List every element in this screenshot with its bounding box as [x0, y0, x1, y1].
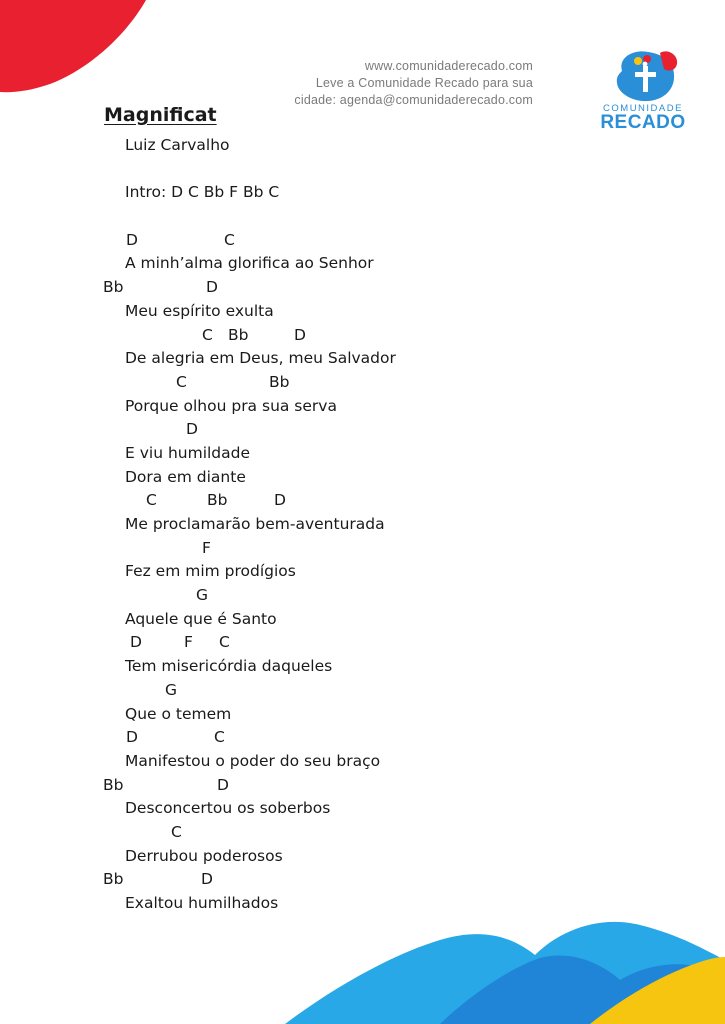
- header-contact-email: cidade: agenda@comunidaderecado.com: [294, 93, 533, 107]
- chord: D: [206, 278, 218, 297]
- chord: Bb: [103, 775, 124, 794]
- top-left-red-wave: [0, 0, 150, 95]
- blank-line: [0, 158, 725, 182]
- lyric-text: Manifestou o poder do seu braço: [125, 751, 381, 770]
- chord-line: [0, 229, 725, 253]
- song-intro: [0, 181, 725, 205]
- intro-text: Intro: D C Bb F Bb C: [125, 183, 280, 202]
- lyric-line: [0, 608, 725, 632]
- lyric-line: [0, 300, 725, 324]
- header-website[interactable]: www.comunidaderecado.com: [364, 59, 533, 73]
- logo-text-comunidade: COMUNIDADE: [603, 103, 683, 114]
- header-contact: [294, 58, 533, 109]
- chord-line: [0, 324, 725, 348]
- lyric-line: [0, 513, 725, 537]
- chord: C: [224, 230, 235, 249]
- lyric-line: [0, 560, 725, 584]
- song-author: [0, 134, 725, 158]
- chord: C: [202, 325, 213, 344]
- chord-line: [0, 821, 725, 845]
- song-body: [0, 134, 725, 916]
- chord: G: [165, 680, 178, 699]
- lyric-line: [0, 347, 725, 371]
- lyric-text: Derrubou poderosos: [125, 846, 283, 865]
- chord: C: [146, 491, 157, 510]
- chord: C: [176, 372, 187, 391]
- chord-line: [0, 584, 725, 608]
- chord: G: [196, 586, 209, 605]
- lyric-text: Fez em mim prodígios: [125, 562, 296, 581]
- header-tagline: Leve a Comunidade Recado para sua: [315, 76, 533, 90]
- chord: D: [217, 775, 229, 794]
- lyric-line: [0, 797, 725, 821]
- song-title: Magnificat: [104, 104, 217, 126]
- chord-line: [0, 679, 725, 703]
- chord: D: [126, 728, 138, 747]
- logo-text-recado: RECADO: [600, 112, 686, 133]
- chord: Bb: [228, 325, 249, 344]
- chord: C: [219, 633, 230, 652]
- lyric-text: Dora em diante: [125, 467, 246, 486]
- lyric-text: De alegria em Deus, meu Salvador: [125, 349, 396, 368]
- lyric-text: Aquele que é Santo: [125, 609, 277, 628]
- lyric-line: [0, 750, 725, 774]
- chord: D: [294, 325, 306, 344]
- chord: Bb: [207, 491, 228, 510]
- chord-line: [0, 631, 725, 655]
- blank-line: [0, 205, 725, 229]
- chord: F: [184, 633, 193, 652]
- lyric-text: Porque olhou pra sua serva: [125, 396, 337, 415]
- chord-line: [0, 418, 725, 442]
- lyric-line: [0, 442, 725, 466]
- chord-line: [0, 774, 725, 798]
- lyric-line: [0, 845, 725, 869]
- chord: C: [214, 728, 225, 747]
- lyric-line: [0, 395, 725, 419]
- chord: C: [171, 822, 182, 841]
- lyric-text: E viu humildade: [125, 443, 251, 462]
- lyric-text: A minh’alma glorifica ao Senhor: [125, 254, 374, 273]
- lyric-text: Tem misericórdia daqueles: [125, 657, 333, 676]
- chord: D: [186, 420, 198, 439]
- lyric-line: [0, 703, 725, 727]
- lyric-text: Meu espírito exulta: [125, 301, 274, 320]
- chord: D: [130, 633, 142, 652]
- chord-line: [0, 489, 725, 513]
- lyric-text: Que o temem: [125, 704, 232, 723]
- chord: D: [274, 491, 286, 510]
- chord: Bb: [103, 870, 124, 889]
- lyric-text: Me proclamarão bem-aventurada: [125, 515, 385, 533]
- lyric-line: [0, 655, 725, 679]
- chord-line: [0, 537, 725, 561]
- chord-line: [0, 868, 725, 892]
- chord: Bb: [103, 278, 124, 297]
- chord: F: [202, 538, 211, 557]
- chord: D: [126, 230, 138, 249]
- chord-line: [0, 276, 725, 300]
- chord: D: [201, 870, 213, 889]
- song-lines: [0, 229, 725, 916]
- lyric-line: [0, 466, 725, 490]
- lyric-text: Desconcertou os soberbos: [125, 799, 331, 818]
- lyric-line: [0, 252, 725, 276]
- chord: Bb: [269, 372, 290, 391]
- author-text: Luiz Carvalho: [125, 136, 230, 154]
- lyric-text: Exaltou humilhados: [125, 894, 279, 912]
- lyric-line: [0, 892, 725, 916]
- chord-line: [0, 371, 725, 395]
- chord-line: [0, 726, 725, 750]
